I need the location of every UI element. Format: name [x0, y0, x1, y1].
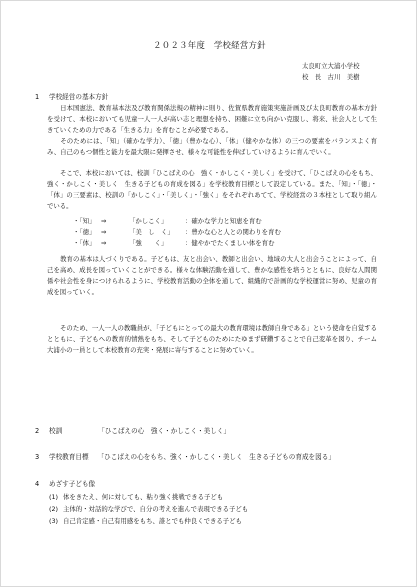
pillar-label: ・「知」 — [73, 217, 96, 225]
school-motto: 「ひこばえの心 強く・かしこく・美しく」 — [98, 427, 231, 435]
section-3-number: 3 — [35, 453, 40, 461]
section-1-paragraph-1-text: 日本国憲法、教育基本法及び教育関係法規の精神に則り、佐賀県教育施策実施計画及び太良町教育の基本方針を受けて、本校においても児童一人一人が高い志と理想を持ち、困難に立ち向かい克服し、将来、社会人として生きていくための力である「生きる力」を育むことが必要である。 — [47, 104, 377, 134]
section-4-title: めざす子ども像 — [49, 480, 96, 488]
ideal-child-number: (1) — [49, 493, 59, 501]
section-1-paragraph-2 — [47, 136, 377, 158]
ideal-child-text: 主体的・対話的な学びで、自分の考えを進んで表現できる子ども — [63, 505, 249, 513]
ideal-child-text: 自己肯定感・自己有用感をもち、誰とでも仲良くできる子ども — [63, 517, 242, 525]
pillar-row-toku — [73, 227, 281, 237]
pillar-description: ：確かな学力と知恵を育む — [185, 217, 262, 225]
pillar-description: ：健やかでたくましい体を育む — [185, 239, 275, 247]
section-1-title: 学校経営の基本方針 — [49, 93, 109, 101]
section-4-number: 4 — [35, 480, 40, 488]
pillar-label: ・「体」 — [73, 239, 96, 247]
section-1-heading — [35, 92, 108, 102]
section-1-paragraph-1 — [47, 103, 377, 136]
section-1-paragraph-5-text: そのため、一人一人の教職員が、「子どもにとっての最大の教育環境は教師自身である」という使命を自覚するとともに、子どもへの教育的情熱をもち、そして子どものためにたゆまず研鑽することで自己変革を図り、チーム大浦小の一員として本校教育の充実・発展に寄与することに努めていく。 — [47, 324, 377, 354]
pillar-row-chi — [73, 216, 262, 226]
pillar-description: ：豊かな心と人との関わりを育む — [185, 228, 281, 236]
pillar-row-tai — [73, 238, 274, 248]
pillar-word: 「かしこく」 — [129, 217, 168, 225]
section-1-paragraph-4-text: 教育の基本は人づくりである。子どもは、友と出会い、教師と出会い、地域の大人と出会うことによって、自己を高め、成長を図っていくことができる。様々な体験活動を通して、豊かな感性を培うとともに、良好な人間関係や社会性を身につけられるように、学校教育活動の全体を通して、組織的で計画的な学校運営に努め、児童の育成を図っていく。 — [47, 255, 377, 296]
section-1-paragraph-2-text: そのためには、「知」（確かな学力）、「徳」（豊かな心）、「体」（健やかな体）の三つの要素をバランスよく育み、自己のもつ個性と能力を最大限に発揮させ、様々な可能性を伸ばしていけるように育んでいく。 — [47, 137, 377, 156]
section-2-number: 2 — [35, 427, 40, 435]
ideal-child-item — [49, 516, 242, 526]
ideal-child-text: 体をきたえ、何に対しても、粘り強く挑戦できる子ども — [63, 493, 224, 501]
arrow-icon: ⇒ — [101, 239, 107, 247]
section-1-paragraph-3-text: そこで、本校においては、校訓「ひこばえの心 強く・かしこく・美しく」を受けて、「ひこばえの心をもち、強く・かしこく・美しく 生きる子どもの育成を図る」を学校教育目標として設定している。また、「知」・「徳」・「体」の三要素は、校訓の「かしこく」・「美しく」・「強く」をそれぞれあてて、学校経営の３本柱として取り組んでいる。 — [47, 169, 377, 210]
section-2-heading — [35, 426, 230, 436]
arrow-icon: ⇒ — [101, 217, 107, 225]
school-name: 太良町立大浦小学校 — [302, 62, 360, 70]
document-title: ２０２３年度 学校経営方針 — [153, 40, 266, 50]
ideal-child-item — [49, 504, 248, 514]
section-1-paragraph-3 — [47, 168, 377, 212]
section-3-label: 学校教育目標 — [49, 453, 89, 461]
section-1-paragraph-4 — [47, 254, 377, 298]
ideal-child-item — [49, 492, 223, 502]
section-1-paragraph-5 — [47, 323, 377, 356]
pillar-word: 「美 し く」 — [129, 228, 174, 236]
section-3-heading — [35, 452, 335, 462]
section-2-label: 校訓 — [49, 427, 63, 435]
ideal-child-number: (3) — [49, 517, 59, 525]
pillar-label: ・「徳」 — [73, 228, 96, 236]
pillar-word: 「強 く」 — [129, 239, 168, 247]
ideal-child-number: (2) — [49, 505, 59, 513]
school-education-goal: 「ひこばえの心をもち、強く・かしこく・美しく 生きる子どもの育成を図る」 — [97, 453, 335, 461]
principal-name: 校 長 古川 美樹 — [302, 73, 360, 81]
section-1-number: 1 — [35, 93, 40, 101]
arrow-icon: ⇒ — [101, 228, 107, 236]
section-4-heading — [35, 479, 95, 489]
